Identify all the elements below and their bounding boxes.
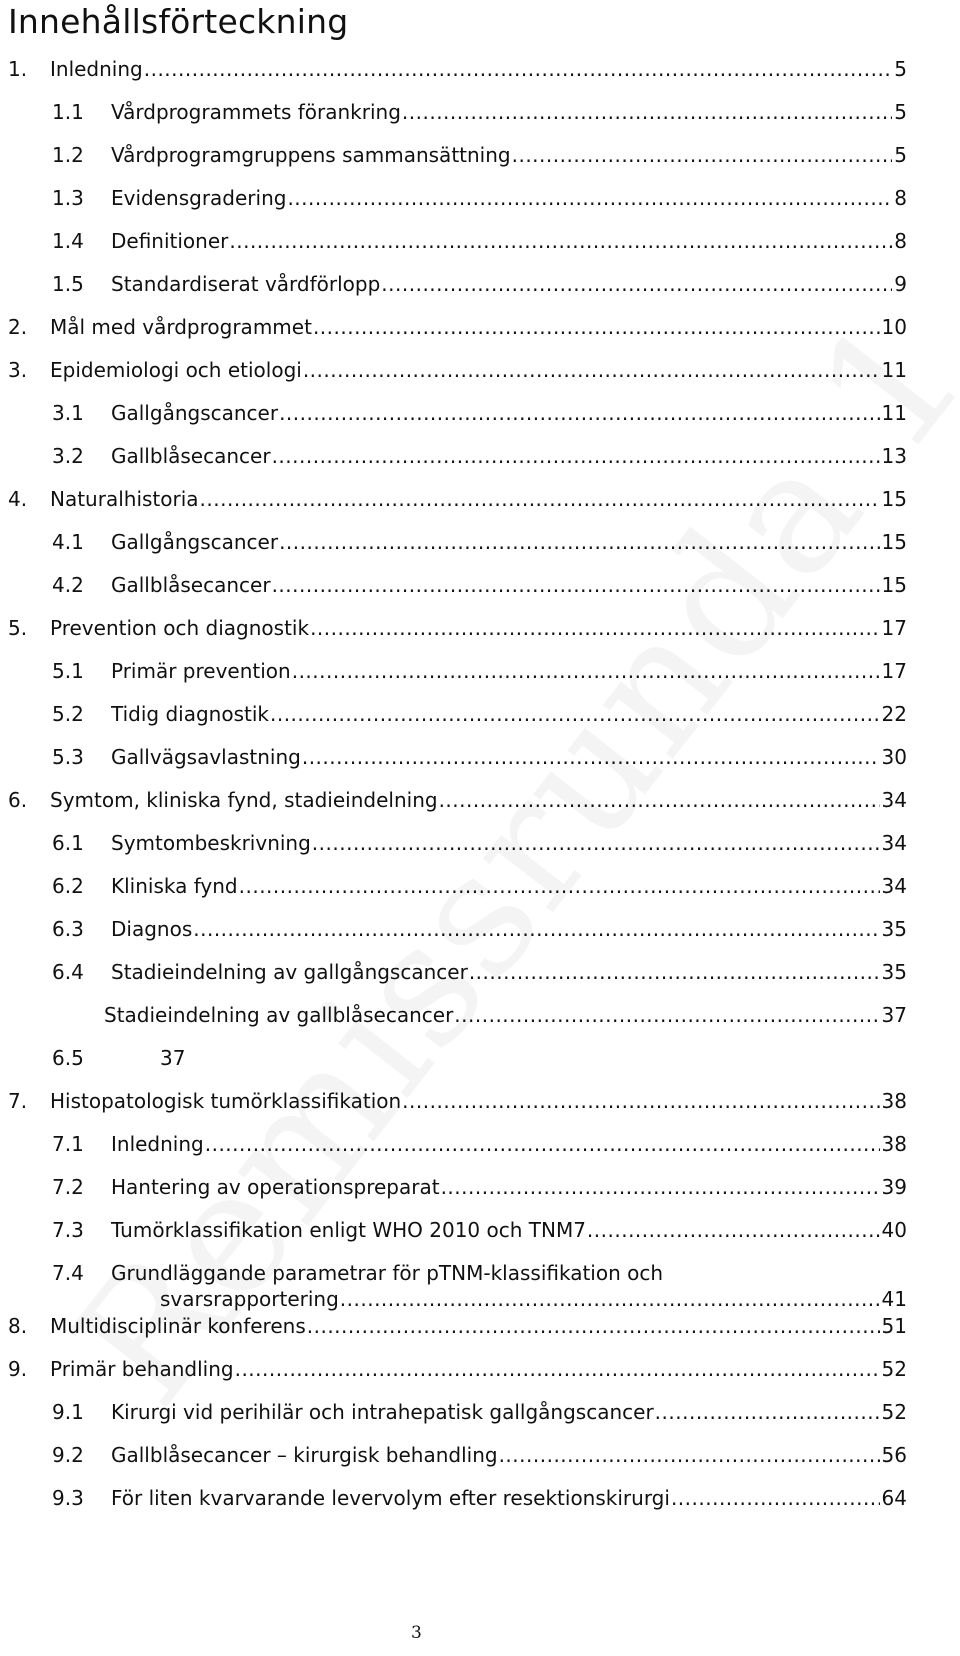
toc-entry-line (50, 787, 907, 813)
dot-leader (655, 1399, 880, 1425)
toc-entry-page: 8 (894, 229, 907, 253)
toc-entry-page: 11 (881, 358, 907, 382)
toc-entry-line (160, 1286, 907, 1312)
toc-entry-title: Multidisciplinär konferens (50, 1314, 306, 1338)
toc-entry-page: 56 (881, 1443, 907, 1467)
toc-entry-number: 3. (8, 358, 28, 382)
toc-entry-number: 6. (8, 788, 28, 812)
toc-entry-page: 10 (881, 315, 907, 339)
toc-entry-title: Epidemiologi och etiologi (50, 358, 302, 382)
toc-entry-title: Kliniska fynd (111, 874, 238, 898)
toc-entry-title: Naturalhistoria (50, 487, 199, 511)
toc-entry-line (50, 1356, 907, 1382)
toc-entry-number: 1.2 (52, 143, 84, 167)
toc-entry-title: Grundläggande parametrar för pTNM-klassifikation och (111, 1261, 664, 1285)
dot-leader (200, 486, 880, 512)
toc-entry-title: För liten kvarvarande levervolym efter resektionskirurgi (111, 1486, 670, 1510)
toc-entry-title: Vårdprogrammets förankring (111, 100, 401, 124)
toc-entry-number: 1.5 (52, 272, 84, 296)
toc-entry-number: 1. (8, 57, 28, 81)
toc-entry-number: 7.3 (52, 1218, 84, 1242)
toc-entry-line (111, 271, 907, 297)
toc-entry-line (111, 830, 907, 856)
toc-entry-number: 5. (8, 616, 28, 640)
toc-entry-line (50, 357, 907, 383)
dot-leader (272, 443, 880, 469)
dot-leader (381, 271, 892, 297)
toc-entry-page: 34 (881, 874, 907, 898)
toc-entry-title: Gallblåsecancer (111, 573, 271, 597)
toc-entry-page: 35 (881, 917, 907, 941)
toc-entry-number: 6.3 (52, 917, 84, 941)
toc-entry-number: 2. (8, 315, 28, 339)
dot-leader (441, 1174, 880, 1200)
toc-entry-line (111, 185, 907, 211)
toc-entry-line (111, 744, 907, 770)
dot-leader (303, 357, 880, 383)
toc-entry-title: Gallgångscancer (111, 401, 279, 425)
toc-entry-page: 9 (894, 272, 907, 296)
dot-leader (270, 701, 880, 727)
toc-entry-title: Symtombeskrivning (111, 831, 311, 855)
toc-entry-line (111, 959, 907, 985)
toc-entry-number: 6.2 (52, 874, 84, 898)
dot-leader (402, 99, 892, 125)
page-number: 3 (411, 1623, 422, 1643)
toc-entry-line (111, 1485, 907, 1511)
dot-leader (312, 830, 880, 856)
toc-entry-title: Primär behandling (50, 1357, 234, 1381)
toc-entry-line (111, 1399, 907, 1425)
dot-leader (287, 185, 892, 211)
toc-entry-page: 13 (881, 444, 907, 468)
toc-entry-line (111, 916, 907, 942)
toc-entry-line (111, 529, 907, 555)
dot-leader (235, 1356, 880, 1382)
toc-entry-line (111, 658, 907, 684)
dot-leader (272, 572, 880, 598)
toc-entry-title: Evidensgradering (111, 186, 287, 210)
toc-entry-line (111, 99, 907, 125)
toc-entry-number: 7.1 (52, 1132, 84, 1156)
dot-leader (469, 959, 880, 985)
toc-entry-page: 34 (881, 831, 907, 855)
toc-entry-number: 8. (8, 1314, 28, 1338)
toc-entry-title: Gallvägsavlastning (111, 745, 301, 769)
toc-entry-page: 51 (881, 1314, 907, 1338)
toc-entry-page: 38 (881, 1089, 907, 1113)
toc-entry-line (111, 873, 907, 899)
toc-entry-number: 4.2 (52, 573, 84, 597)
dot-leader (279, 529, 879, 555)
toc-entry-title: Inledning (50, 57, 143, 81)
toc-entry-page: 64 (881, 1486, 907, 1510)
toc-entry-page: 15 (881, 573, 907, 597)
dot-leader (402, 1088, 879, 1114)
toc-entry-page: 15 (881, 487, 907, 511)
dot-leader (454, 1002, 879, 1028)
toc-entry-number: 9.3 (52, 1486, 84, 1510)
toc-entry-line (111, 572, 907, 598)
toc-entry-page: 17 (881, 659, 907, 683)
toc-entry-number: 6.4 (52, 960, 84, 984)
toc-entry-line (50, 1088, 907, 1114)
toc-entry-title: Stadieindelning av gallblåsecancer (104, 1003, 454, 1027)
dot-leader (439, 787, 880, 813)
toc-entry-page: 30 (881, 745, 907, 769)
toc-entry-line (50, 1313, 907, 1339)
dot-leader (313, 314, 880, 340)
dot-leader (229, 228, 892, 254)
toc-entry-line (111, 1131, 907, 1157)
toc-entry-line (111, 1174, 907, 1200)
toc-entry-number: 3.1 (52, 401, 84, 425)
toc-entry-line (111, 1217, 907, 1243)
toc-entry-number: 4.1 (52, 530, 84, 554)
toc-entry-title: Histopatologisk tumörklassifikation (50, 1089, 402, 1113)
toc-entry-number: 7.2 (52, 1175, 84, 1199)
toc-entry-page: 37 (881, 1003, 907, 1027)
dot-leader (193, 916, 879, 942)
toc-entry-line (50, 486, 907, 512)
toc-entry-number: 7.4 (52, 1261, 84, 1285)
dot-leader (340, 1286, 880, 1312)
toc-entry-line (50, 615, 907, 641)
toc-entry-title: Standardiserat vårdförlopp (111, 272, 381, 296)
toc-entry-title-continuation: svarsrapportering (160, 1287, 339, 1311)
dot-leader (307, 1313, 880, 1339)
toc-entry-number: 5.3 (52, 745, 84, 769)
toc-entry-title: Hantering av operationspreparat (111, 1175, 440, 1199)
dot-leader (671, 1485, 880, 1511)
toc-entry-title: Mål med vårdprogrammet (50, 315, 312, 339)
toc-entry-number: 6.1 (52, 831, 84, 855)
dot-leader (499, 1442, 880, 1468)
toc-entry-page: 34 (881, 788, 907, 812)
toc-entry-title: Kirurgi vid perihilär och intrahepatisk gallgångscancer (111, 1400, 654, 1424)
dot-leader (292, 658, 880, 684)
toc-entry-number: 5.1 (52, 659, 84, 683)
toc-entry-number: 9. (8, 1357, 28, 1381)
toc-entry-line (111, 228, 907, 254)
toc-entry-page: 17 (881, 616, 907, 640)
toc-entry-number: 4. (8, 487, 28, 511)
dot-leader (144, 56, 893, 82)
toc-entry-number: 3.2 (52, 444, 84, 468)
toc-entry-title: Primär prevention (111, 659, 291, 683)
toc-entry-title: Definitioner (111, 229, 229, 253)
dot-leader (239, 873, 880, 899)
toc-entry-page: 40 (881, 1218, 907, 1242)
toc-entry-page: 5 (894, 57, 907, 81)
toc-entry-number: 1.3 (52, 186, 84, 210)
toc-entry-line (111, 142, 907, 168)
toc-entry-page: 38 (881, 1132, 907, 1156)
toc-entry-page: 5 (894, 100, 907, 124)
dot-leader (587, 1217, 880, 1243)
toc-entry-number: 5.2 (52, 702, 84, 726)
toc-entry-title: Gallblåsecancer – kirurgisk behandling (111, 1443, 498, 1467)
toc-entry-line (111, 701, 907, 727)
toc-entry-number: 1.1 (52, 100, 84, 124)
toc-entry-page: 35 (881, 960, 907, 984)
toc-entry-title: Diagnos (111, 917, 193, 941)
toc-entry-line (50, 314, 907, 340)
page-title: Innehållsförteckning (8, 2, 349, 41)
toc-entry-title: Inledning (111, 1132, 204, 1156)
toc-entry-line (111, 400, 907, 426)
toc-entry-number: 7. (8, 1089, 28, 1113)
toc-entry-line (111, 1442, 907, 1468)
toc-entry-page: 52 (881, 1400, 907, 1424)
toc-entry-page: 52 (881, 1357, 907, 1381)
toc-entry-page: 22 (881, 702, 907, 726)
dot-leader (310, 615, 879, 641)
toc-entry-page: 11 (881, 401, 907, 425)
toc-entry-line (111, 443, 907, 469)
toc-entry-title: Prevention och diagnostik (50, 616, 310, 640)
toc-entry-title: Tumörklassifikation enligt WHO 2010 och TNM7 (111, 1218, 586, 1242)
toc-entry-line (104, 1002, 907, 1028)
toc-entry-number: 1.4 (52, 229, 84, 253)
toc-entry-page: 41 (881, 1287, 907, 1311)
dot-leader (302, 744, 880, 770)
dot-leader (205, 1131, 880, 1157)
toc-entry-number: 9.2 (52, 1443, 84, 1467)
toc-entry-title: Symtom, kliniska fynd, stadieindelning (50, 788, 438, 812)
toc-entry-page: 39 (881, 1175, 907, 1199)
dot-leader (279, 400, 879, 426)
toc-entry-title: Tidig diagnostik (111, 702, 269, 726)
toc-entry-page: 15 (881, 530, 907, 554)
toc-entry-page: 8 (894, 186, 907, 210)
toc-entry-title: Stadieindelning av gallgångscancer (111, 960, 468, 984)
toc-entry-title: 37 (160, 1046, 186, 1070)
toc-entry-number: 6.5 (52, 1046, 84, 1070)
toc-entry-line (50, 56, 907, 82)
dot-leader (512, 142, 893, 168)
toc-entry-number: 9.1 (52, 1400, 84, 1424)
toc-entry-page: 5 (894, 143, 907, 167)
toc-entry-title: Vårdprogramgruppens sammansättning (111, 143, 511, 167)
toc-entry-title: Gallgångscancer (111, 530, 279, 554)
toc-entry-title: Gallblåsecancer (111, 444, 271, 468)
